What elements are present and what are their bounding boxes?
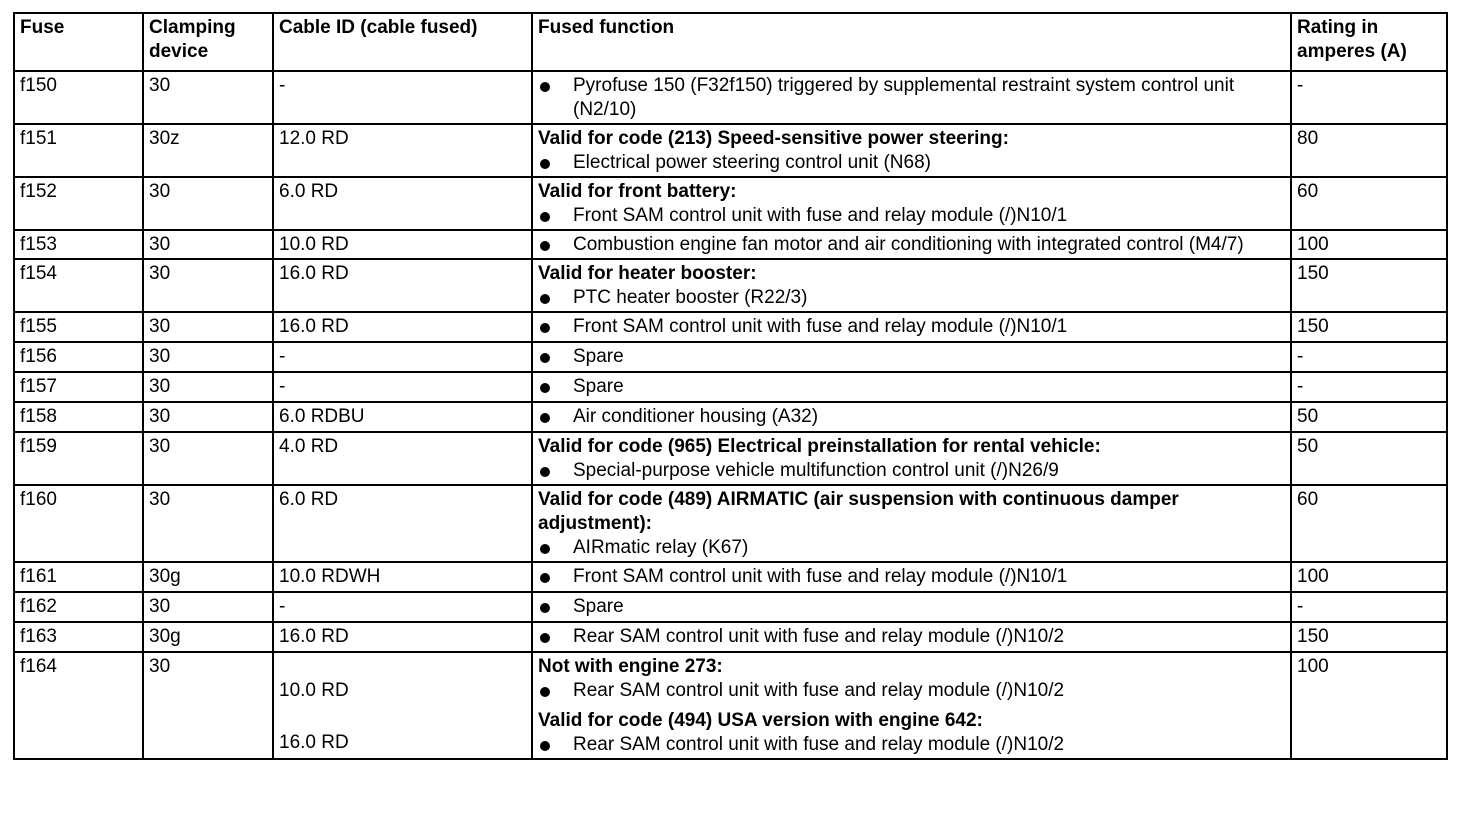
clamp-cell: 30g [143, 622, 273, 652]
rating-cell: - [1291, 71, 1447, 124]
function-cell [532, 622, 1291, 652]
function-heading: Valid for heater booster: [538, 263, 757, 284]
function-cell [532, 592, 1291, 622]
function-cell [532, 177, 1291, 230]
table-row [14, 372, 1447, 402]
clamp-cell: 30 [143, 432, 273, 485]
fuse-cell: f154 [14, 259, 143, 312]
rating-cell: 150 [1291, 312, 1447, 342]
rating-cell: - [1291, 372, 1447, 402]
function-heading: Valid for code (213) Speed-sensitive power steering: [538, 128, 1009, 149]
function-item: Front SAM control unit with fuse and relay module (/)N10/1 [538, 315, 1286, 339]
table-row [14, 230, 1447, 259]
cable-cell [273, 652, 532, 759]
cable-cell: 16.0 RD [273, 622, 532, 652]
table-row [14, 177, 1447, 230]
clamp-cell: 30 [143, 259, 273, 312]
cable-cell: - [273, 71, 532, 124]
cable-cell: - [273, 372, 532, 402]
cable-cell: 16.0 RD [273, 312, 532, 342]
function-item: Pyrofuse 150 (F32f150) triggered by supplemental restraint system control unit (N2/10) [538, 74, 1286, 122]
function-item: PTC heater booster (R22/3) [538, 286, 1286, 310]
cable-cell: - [273, 342, 532, 372]
function-item: Rear SAM control unit with fuse and relay module (/)N10/2 [538, 733, 1286, 757]
fuse-cell: f159 [14, 432, 143, 485]
fuse-cell: f155 [14, 312, 143, 342]
fuse-cell: f153 [14, 230, 143, 259]
table-row [14, 402, 1447, 432]
fuse-cell: f151 [14, 124, 143, 177]
function-cell [532, 432, 1291, 485]
table-row [14, 432, 1447, 485]
clamp-cell: 30 [143, 71, 273, 124]
rating-cell: 100 [1291, 652, 1447, 759]
rating-cell: - [1291, 592, 1447, 622]
function-cell [532, 485, 1291, 562]
clamp-cell: 30 [143, 177, 273, 230]
fuse-cell: f152 [14, 177, 143, 230]
cable-spacer [279, 703, 527, 731]
header-clamping-device: Clamping device [143, 13, 273, 71]
table-row [14, 259, 1447, 312]
fuse-cell: f158 [14, 402, 143, 432]
clamp-cell: 30 [143, 652, 273, 759]
function-heading: Valid for code (494) USA version with engine 642: [538, 710, 983, 731]
function-item: Electrical power steering control unit (N68) [538, 151, 1286, 175]
fuse-table [13, 12, 1448, 760]
rating-cell: 50 [1291, 432, 1447, 485]
rating-cell: - [1291, 342, 1447, 372]
cable-cell: 6.0 RD [273, 485, 532, 562]
function-cell [532, 402, 1291, 432]
cable-cell: 4.0 RD [273, 432, 532, 485]
cable-cell: - [273, 592, 532, 622]
table-row [14, 622, 1447, 652]
rating-cell: 80 [1291, 124, 1447, 177]
clamp-cell: 30 [143, 312, 273, 342]
fuse-cell: f161 [14, 562, 143, 592]
header-rating: Rating in amperes (A) [1291, 13, 1447, 71]
function-cell [532, 124, 1291, 177]
function-item: AIRmatic relay (K67) [538, 536, 1286, 560]
clamp-cell: 30 [143, 402, 273, 432]
fuse-cell: f157 [14, 372, 143, 402]
header-cable-id: Cable ID (cable fused) [273, 13, 532, 71]
function-heading: Valid for code (965) Electrical preinstallation for rental vehicle: [538, 436, 1101, 457]
rating-cell: 150 [1291, 622, 1447, 652]
clamp-cell: 30g [143, 562, 273, 592]
fuse-cell: f150 [14, 71, 143, 124]
function-item: Special-purpose vehicle multifunction control unit (/)N26/9 [538, 459, 1286, 483]
function-cell [532, 71, 1291, 124]
fuse-cell: f156 [14, 342, 143, 372]
table-row [14, 312, 1447, 342]
cable-value: 10.0 RD [279, 680, 349, 701]
function-cell [532, 372, 1291, 402]
function-cell [532, 259, 1291, 312]
function-heading: Not with engine 273: [538, 656, 723, 677]
function-item: Spare [538, 375, 1286, 399]
fuse-cell: f162 [14, 592, 143, 622]
rating-cell: 100 [1291, 230, 1447, 259]
function-item: Rear SAM control unit with fuse and relay module (/)N10/2 [538, 625, 1286, 649]
rating-cell: 150 [1291, 259, 1447, 312]
rating-cell: 100 [1291, 562, 1447, 592]
table-row [14, 124, 1447, 177]
table-row [14, 71, 1447, 124]
cable-cell: 6.0 RD [273, 177, 532, 230]
function-cell [532, 562, 1291, 592]
clamp-cell: 30 [143, 372, 273, 402]
cable-cell: 10.0 RD [273, 230, 532, 259]
cable-cell: 16.0 RD [273, 259, 532, 312]
table-row [14, 652, 1447, 759]
function-cell [532, 230, 1291, 259]
cable-cell: 6.0 RDBU [273, 402, 532, 432]
header-fused-function: Fused function [532, 13, 1291, 71]
rating-cell: 50 [1291, 402, 1447, 432]
table-row [14, 592, 1447, 622]
function-item: Spare [538, 595, 1286, 619]
function-heading: Valid for front battery: [538, 181, 737, 202]
table-row [14, 342, 1447, 372]
function-heading: Valid for code (489) AIRMATIC (air suspension with continuous damper adjustment): [538, 489, 1179, 534]
function-item: Air conditioner housing (A32) [538, 405, 1286, 429]
clamp-cell: 30 [143, 485, 273, 562]
header-fuse: Fuse [14, 13, 143, 71]
table-header [14, 13, 1447, 71]
cable-spacer [279, 655, 527, 679]
cable-value: 16.0 RD [279, 732, 349, 753]
function-cell [532, 652, 1291, 759]
function-item: Rear SAM control unit with fuse and relay module (/)N10/2 [538, 679, 1286, 703]
function-cell [532, 312, 1291, 342]
table-row [14, 562, 1447, 592]
cable-cell: 12.0 RD [273, 124, 532, 177]
function-item: Front SAM control unit with fuse and relay module (/)N10/1 [538, 565, 1286, 589]
rating-cell: 60 [1291, 485, 1447, 562]
table-row [14, 485, 1447, 562]
function-item: Spare [538, 345, 1286, 369]
fuse-cell: f160 [14, 485, 143, 562]
clamp-cell: 30 [143, 592, 273, 622]
header-row [14, 13, 1447, 71]
function-cell [532, 342, 1291, 372]
function-item: Front SAM control unit with fuse and relay module (/)N10/1 [538, 204, 1286, 228]
cable-cell: 10.0 RDWH [273, 562, 532, 592]
clamp-cell: 30z [143, 124, 273, 177]
fuse-cell: f164 [14, 652, 143, 759]
function-item: Combustion engine fan motor and air conditioning with integrated control (M4/7) [538, 233, 1286, 257]
rating-cell: 60 [1291, 177, 1447, 230]
clamp-cell: 30 [143, 230, 273, 259]
fuse-cell: f163 [14, 622, 143, 652]
clamp-cell: 30 [143, 342, 273, 372]
